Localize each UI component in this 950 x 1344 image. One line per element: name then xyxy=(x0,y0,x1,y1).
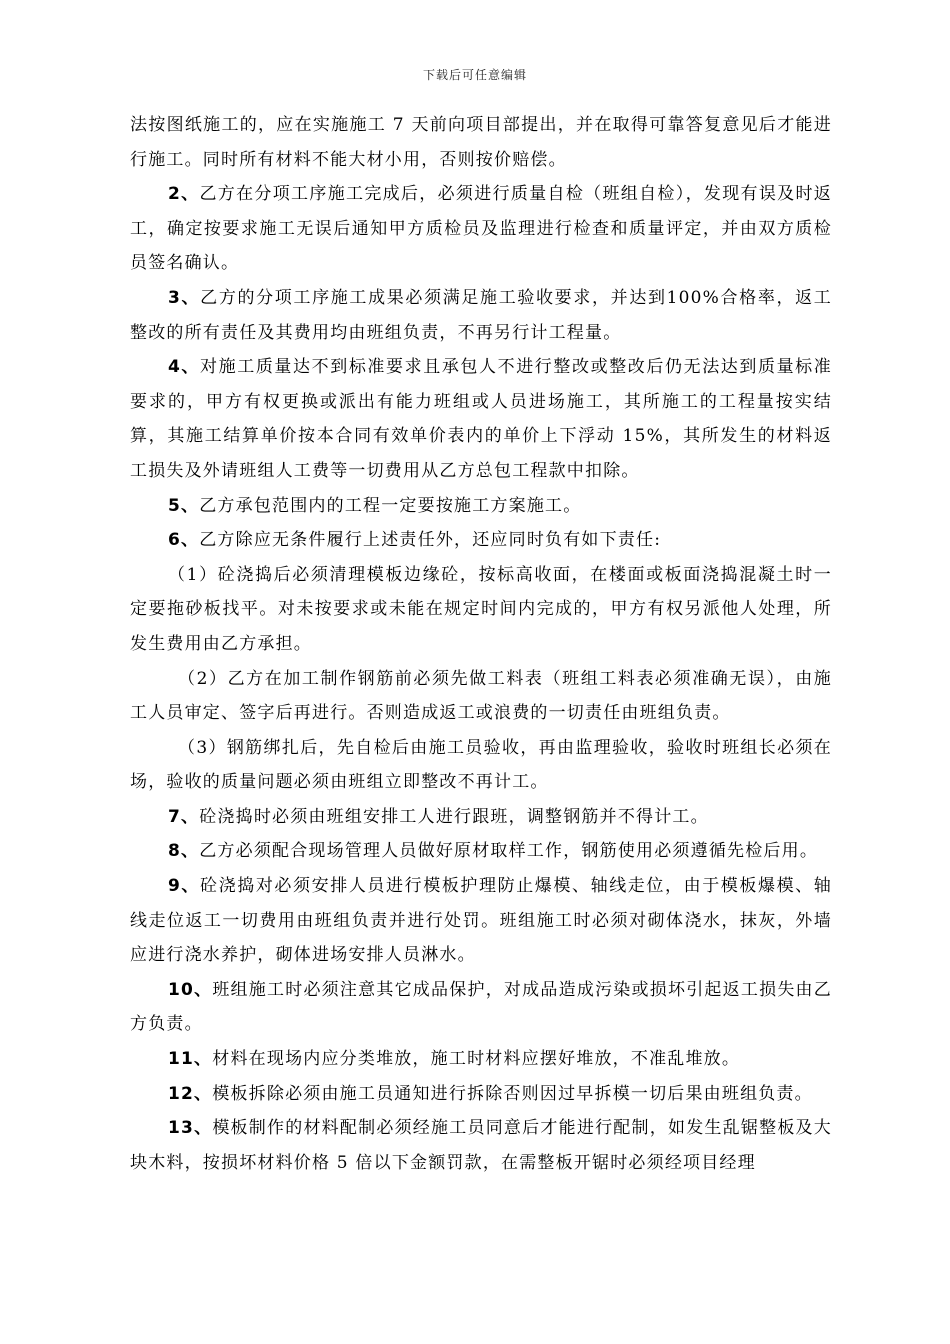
paragraph-continuation xyxy=(130,108,832,177)
clause-number: 2、 xyxy=(168,184,200,205)
clause-12 xyxy=(130,1077,832,1112)
clause-2 xyxy=(130,177,832,281)
clause-text: 乙方必须配合现场管理人员做好原材取样工作，钢筋使用必须遵循先检后用。 xyxy=(199,841,819,862)
clause-13 xyxy=(130,1111,832,1180)
subclause-text: （3）钢筋绑扎后，先自检后由施工员验收，再由监理验收，验收时班组长必须在场，验收的质量问题必须由班组立即整改不再计工。 xyxy=(130,737,832,793)
subclause-2 xyxy=(130,662,832,731)
clause-4 xyxy=(130,350,832,488)
clause-number: 6、 xyxy=(168,530,200,551)
clause-number: 11、 xyxy=(168,1049,213,1070)
clause-text: 材料在现场内应分类堆放，施工时材料应摆好堆放，不准乱堆放。 xyxy=(212,1049,741,1070)
clause-5 xyxy=(130,489,832,524)
clause-text: 班组施工时必须注意其它成品保护，对成品造成污染或损坏引起返工损失由乙方负责。 xyxy=(130,979,832,1035)
clause-11 xyxy=(130,1042,832,1077)
clause-number: 7、 xyxy=(168,806,200,827)
clause-number: 3、 xyxy=(168,287,201,308)
clause-number: 5、 xyxy=(168,495,200,516)
clause-6 xyxy=(130,523,832,558)
document-body xyxy=(130,108,832,1180)
subclause-text: （1）砼浇捣后必须清理模板边缘砼，按标高收面，在楼面或板面浇捣混凝土时一定要拖砂板找平。对未按要求或未能在规定时间内完成的，甲方有权另派他人处理，所发生费用由乙方承担。 xyxy=(130,564,832,654)
clause-9 xyxy=(130,869,832,973)
page-header: 下载后可任意编辑 xyxy=(422,68,527,82)
clause-text: 乙方在分项工序施工完成后，必须进行质量自检（班组自检），发现有误及时返工，确定按要求施工无误后通知甲方质检员及监理进行检查和质量评定，并由双方质检员签名确认。 xyxy=(130,184,832,274)
clause-text: 砼浇捣时必须由班组安排工人进行跟班，调整钢筋并不得计工。 xyxy=(199,806,709,827)
clause-text: 模板制作的材料配制必须经施工员同意后才能进行配制，如发生乱锯整板及大块木料，按损坏材料价格 5 倍以下金额罚款，在需整板开锯时必须经项目经理 xyxy=(130,1118,832,1173)
clause-text: 对施工质量达不到标准要求且承包人不进行整改或整改后仍无法达到质量标准要求的，甲方有权更换或派出有能力班组或人员进场施工，其所施工的工程量按实结算，其施工结算单价按本合同有效单价表内的单价上下浮动 15%，其所发生的材料返工损失及外请班组人工费等一切费用从乙方总包工程款中扣除。 xyxy=(130,357,832,481)
clause-number: 9、 xyxy=(168,876,201,897)
clause-8 xyxy=(130,834,832,869)
clause-number: 13、 xyxy=(168,1118,213,1139)
clause-text: 乙方承包范围内的工程一定要按施工方案施工。 xyxy=(199,495,582,516)
clause-number: 8、 xyxy=(168,841,200,862)
clause-text: 乙方的分项工序施工成果必须满足施工验收要求，并达到100%合格率，返工整改的所有责任及其费用均由班组负责，不再另行计工程量。 xyxy=(130,287,832,343)
clause-text: 乙方除应无条件履行上述责任外，还应同时负有如下责任: xyxy=(199,530,662,551)
clause-number: 10、 xyxy=(168,979,213,1000)
clause-number: 12、 xyxy=(168,1083,213,1104)
clause-7 xyxy=(130,800,832,835)
clause-text: 模板拆除必须由施工员通知进行拆除否则因过早拆模一切后果由班组负责。 xyxy=(212,1083,813,1104)
subclause-3 xyxy=(130,731,832,800)
clause-number: 4、 xyxy=(168,357,201,378)
subclause-text: （2）乙方在加工制作钢筋前必须先做工料表（班组工料表必须准确无误），由施工人员审定、签字后再进行。否则造成返工或浪费的一切责任由班组负责。 xyxy=(130,668,832,724)
subclause-1 xyxy=(130,558,832,662)
paragraph-text: 法按图纸施工的，应在实施施工 7 天前向项目部提出，并在取得可靠答复意见后才能进行施工。同时所有材料不能大材小用，否则按价赔偿。 xyxy=(130,115,832,170)
clause-text: 砼浇捣对必须安排人员进行模板护理防止爆模、轴线走位，由于模板爆模、轴线走位返工一切费用由班组负责并进行处罚。班组施工时必须对砌体浇水，抹灰，外墙应进行浇水养护，砌体进场安排人员淋水。 xyxy=(130,876,832,966)
clause-10 xyxy=(130,973,832,1042)
clause-3 xyxy=(130,281,832,350)
